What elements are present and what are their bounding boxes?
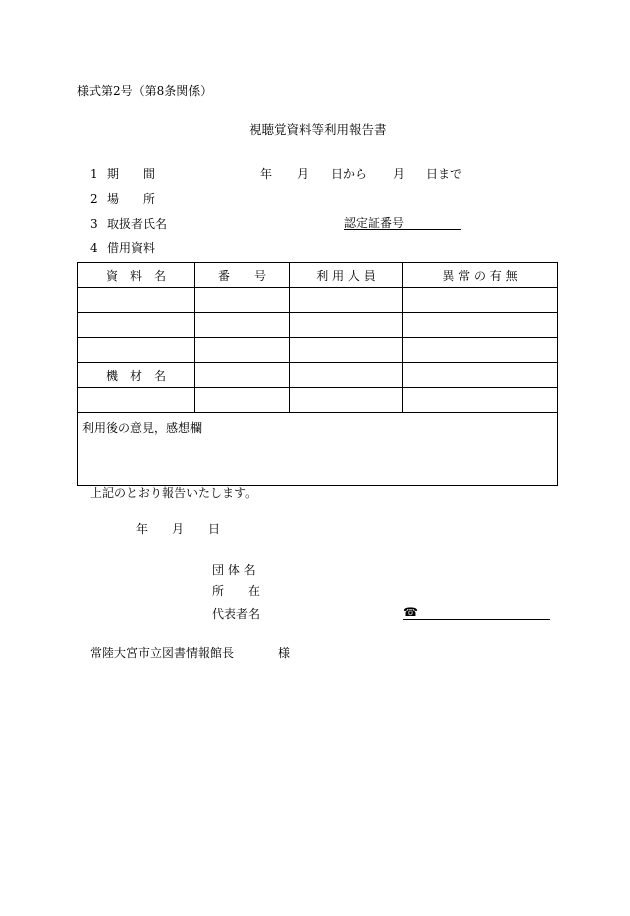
date-month-unit: 月 bbox=[172, 522, 185, 536]
period-month-unit-2: 月 bbox=[393, 167, 406, 181]
address-label: 所 在 bbox=[212, 584, 261, 598]
period-number: 1 bbox=[90, 167, 98, 181]
org-name-label: 団 体 名 bbox=[212, 563, 256, 577]
table-cell[interactable] bbox=[290, 388, 403, 413]
table-cell[interactable] bbox=[195, 363, 290, 388]
handler-number: 3 bbox=[90, 217, 98, 231]
table-row bbox=[78, 388, 558, 413]
cert-number-line bbox=[344, 229, 461, 230]
table-cell[interactable] bbox=[403, 288, 558, 313]
period-year-unit: 年 bbox=[260, 167, 273, 181]
phone-number-line bbox=[403, 619, 550, 620]
table-cell[interactable] bbox=[290, 363, 403, 388]
table-cell[interactable] bbox=[78, 338, 195, 363]
table-cell[interactable] bbox=[195, 338, 290, 363]
remarks-row bbox=[78, 413, 558, 486]
equipment-header-row bbox=[78, 363, 558, 388]
table-row bbox=[78, 313, 558, 338]
remarks-field[interactable] bbox=[78, 413, 558, 486]
period-label: 期 間 bbox=[107, 167, 156, 181]
period-month-unit-1: 月 bbox=[297, 167, 310, 181]
table-cell[interactable] bbox=[290, 313, 403, 338]
place-number: 2 bbox=[90, 192, 98, 206]
period-to-unit: 日まで bbox=[426, 167, 463, 181]
table-cell[interactable] bbox=[403, 363, 558, 388]
cert-number-label: 認定証番号 bbox=[344, 216, 405, 230]
table-cell[interactable] bbox=[78, 288, 195, 313]
table-cell[interactable] bbox=[403, 388, 558, 413]
col-header-user-count: 利 用 人 員 bbox=[290, 263, 403, 288]
recipient-name: 常陸大宮市立図書情報館長 bbox=[90, 646, 235, 660]
table-cell[interactable] bbox=[78, 313, 195, 338]
page-title: 視聴覚資料等利用報告書 bbox=[249, 122, 387, 137]
handler-label: 取扱者氏名 bbox=[107, 217, 168, 231]
materials-label: 借用資料 bbox=[107, 241, 156, 255]
form-number: 様式第2号（第8条関係） bbox=[77, 84, 213, 98]
table-cell[interactable] bbox=[195, 313, 290, 338]
table-row bbox=[78, 288, 558, 313]
col-header-abnormality: 異 常 の 有 無 bbox=[403, 263, 558, 288]
table-cell[interactable] bbox=[403, 338, 558, 363]
representative-label: 代表者名 bbox=[212, 607, 261, 621]
table-cell[interactable] bbox=[290, 338, 403, 363]
recipient-honorific: 様 bbox=[278, 646, 291, 660]
remarks-label: 利用後の意見，感想欄 bbox=[82, 421, 203, 435]
table-cell[interactable] bbox=[290, 288, 403, 313]
materials-table bbox=[77, 262, 558, 486]
telephone-icon: ☎ bbox=[403, 605, 418, 619]
materials-number: 4 bbox=[90, 241, 98, 255]
period-from-unit: 日から bbox=[331, 167, 368, 181]
date-day-unit: 日 bbox=[208, 522, 221, 536]
place-label: 場 所 bbox=[107, 192, 156, 206]
table-cell[interactable] bbox=[403, 313, 558, 338]
col-header-material-name: 資 料 名 bbox=[78, 263, 195, 288]
table-header-row bbox=[78, 263, 558, 288]
table-row bbox=[78, 338, 558, 363]
report-statement: 上記のとおり報告いたします。 bbox=[90, 486, 258, 500]
table-cell[interactable] bbox=[78, 388, 195, 413]
date-year-unit: 年 bbox=[136, 522, 149, 536]
table-cell[interactable] bbox=[195, 388, 290, 413]
equipment-name-label: 機 材 名 bbox=[78, 363, 195, 388]
table-cell[interactable] bbox=[195, 288, 290, 313]
col-header-number: 番 号 bbox=[195, 263, 290, 288]
